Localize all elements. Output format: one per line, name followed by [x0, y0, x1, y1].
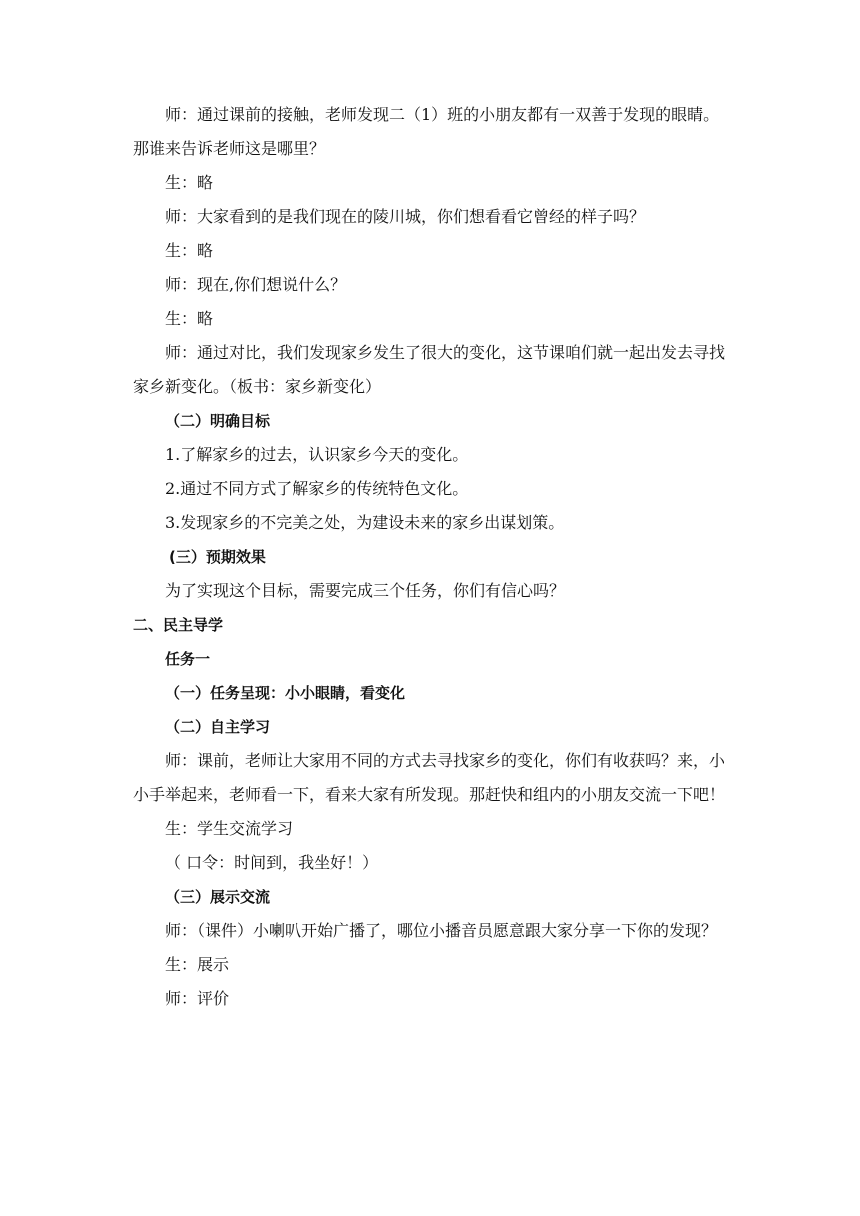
paragraph-teacher-compare: 师：通过对比，我们发现家乡发生了很大的变化，这节课咱们就一起出发去寻找家乡新变化。（板书：家乡新变化） — [133, 343, 726, 396]
heading-task-one: 任务一 — [165, 650, 211, 668]
heading-show-exchange: （三）展示交流 — [165, 888, 271, 906]
paragraph-student-3: 生：略 — [165, 309, 214, 328]
paragraph-student-1: 生：略 — [165, 173, 214, 192]
heading-self-study: （二）自主学习 — [165, 718, 271, 736]
heading-expected-effect: (三）预期效果 — [169, 548, 266, 566]
paragraph-teacher-city: 师：大家看到的是我们现在的陵川城，你们想看看它曾经的样子吗？ — [165, 207, 646, 226]
paragraph-three-tasks: 为了实现这个目标，需要完成三个任务，你们有信心吗？ — [165, 581, 566, 600]
paragraph-student-2: 生：略 — [165, 241, 214, 260]
heading-clear-goals: （二）明确目标 — [165, 412, 271, 430]
paragraph-teacher-before-class: 师：课前，老师让大家用不同的方式去寻找家乡的变化，你们有收获吗？来，小小手举起来，老师看一下，看来大家有所发现。那赶快和组内的小朋友交流一下吧！ — [133, 751, 726, 804]
paragraph-teacher-evaluate: 师：评价 — [165, 989, 230, 1008]
paragraph-student-exchange: 生：学生交流学习 — [165, 819, 294, 838]
paragraph-teacher-broadcast: 师：（课件）小喇叭开始广播了，哪位小播音员愿意跟大家分享一下你的发现？ — [165, 921, 718, 940]
paragraph-command: （ 口令：时间到，我坐好！） — [165, 853, 379, 872]
goal-item-1: 1.了解家乡的过去，认识家乡今天的变化。 — [165, 445, 469, 464]
paragraph-teacher-now: 师：现在,你们想说什么？ — [165, 275, 347, 294]
heading-democratic-guidance: 二、民主导学 — [133, 616, 224, 634]
goal-item-2: 2.通过不同方式了解家乡的传统特色文化。 — [165, 479, 469, 498]
goal-item-3: 3.发现家乡的不完美之处，为建设未来的家乡出谋划策。 — [165, 513, 565, 532]
paragraph-teacher-intro: 师：通过课前的接触，老师发现二（1）班的小朋友都有一双善于发现的眼睛。那谁来告诉老师这是哪里？ — [133, 105, 720, 158]
paragraph-student-show: 生：展示 — [165, 955, 230, 974]
heading-task-presentation: （一）任务呈现：小小眼睛，看变化 — [165, 684, 406, 702]
